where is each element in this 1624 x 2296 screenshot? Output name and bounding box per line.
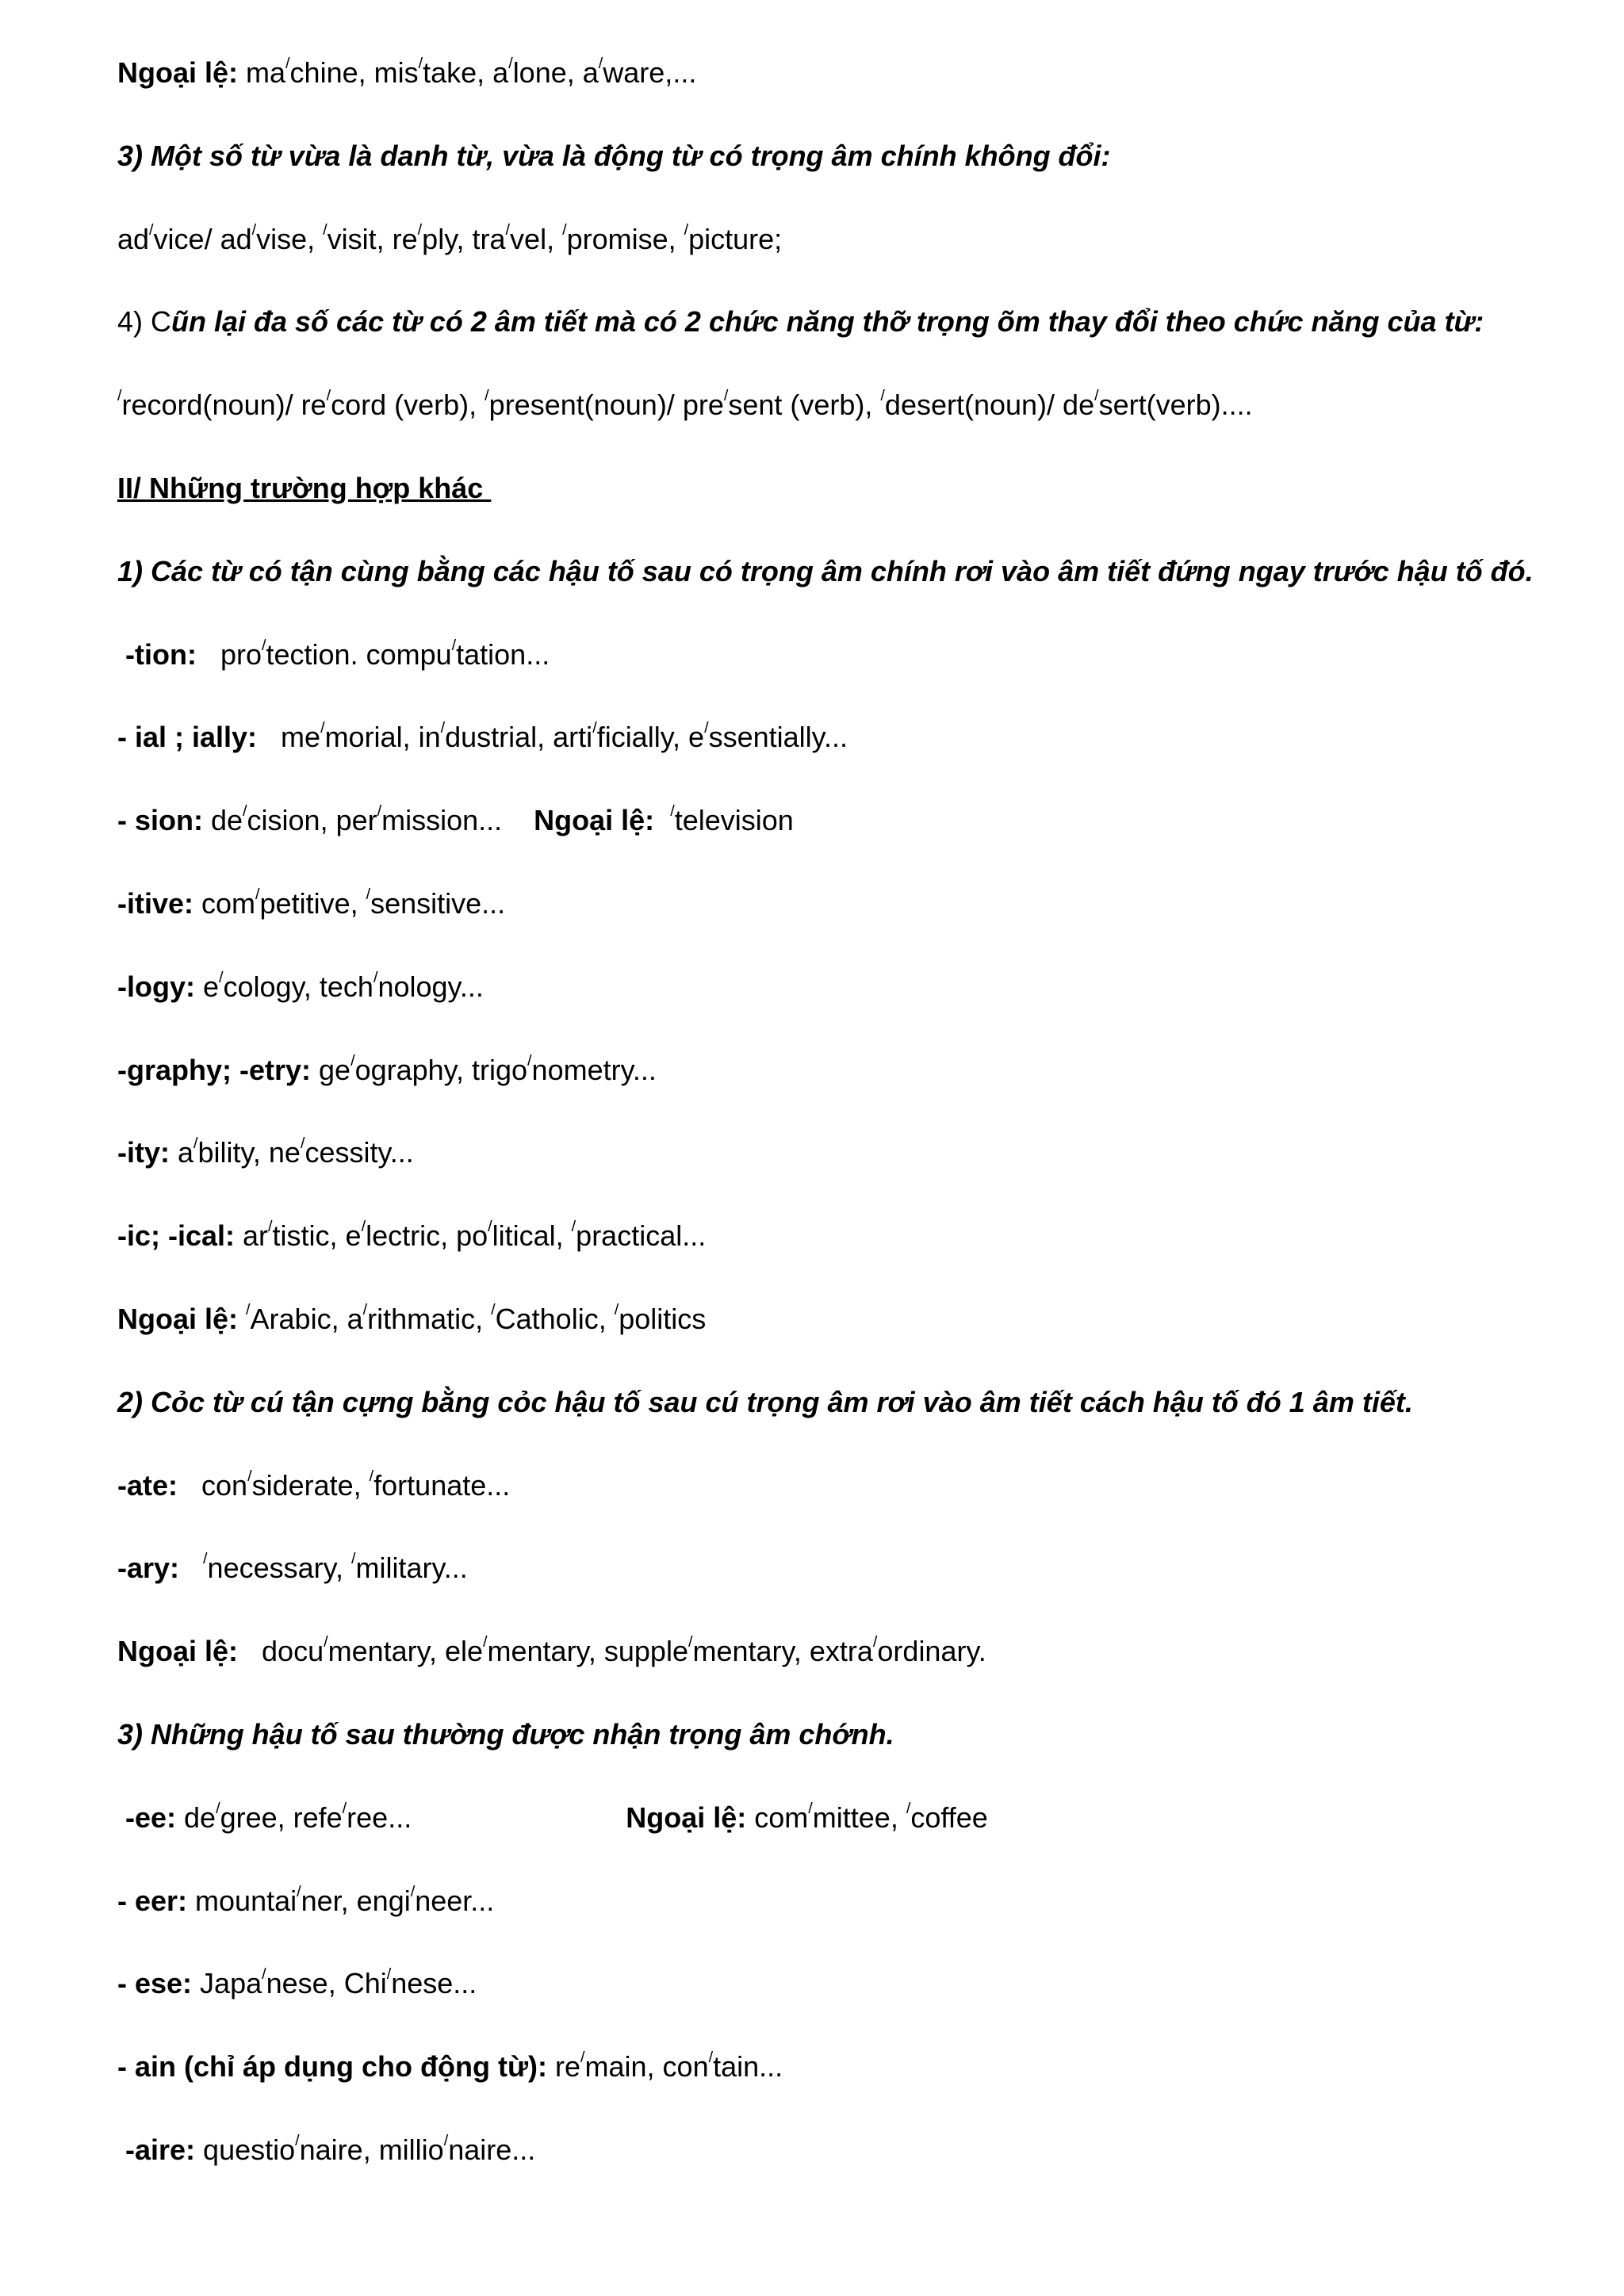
text-run: lectric, po (366, 1219, 488, 1252)
stress-mark: / (246, 1301, 251, 1319)
text-run: con (178, 1469, 248, 1502)
stress-mark: / (872, 1633, 878, 1651)
text-run: Arabic, a (250, 1303, 363, 1335)
stress-mark: / (386, 1965, 392, 1984)
stress-mark: / (361, 1218, 366, 1236)
text-run: ply, tra (422, 223, 506, 255)
text-run: questio (195, 2133, 296, 2166)
stress-mark: / (268, 1218, 273, 1236)
bold-label: -ary: (117, 1552, 180, 1584)
text-run (179, 1552, 203, 1584)
stress-mark: / (670, 802, 675, 821)
stress-mark: / (527, 1052, 532, 1070)
bold-label: Ngoại lệ: (626, 1801, 747, 1834)
text-run: ge (311, 1054, 351, 1086)
part-heading: II/ Những trường hợp khác (117, 472, 492, 504)
text-run: com (746, 1801, 809, 1834)
text-run: ma (246, 56, 286, 89)
stress-mark: / (255, 886, 260, 904)
stress-mark: / (243, 802, 247, 821)
stress-mark: / (592, 719, 597, 737)
text-run: bility, ne (197, 1136, 301, 1169)
text-line (117, 2133, 535, 2168)
text-run: cology, tech (223, 970, 373, 1003)
stress-mark: / (262, 637, 266, 655)
stress-mark: / (704, 719, 709, 737)
text-line (117, 1717, 894, 1752)
stress-mark: / (300, 1135, 305, 1153)
text-run: nology... (377, 970, 484, 1003)
text-line (117, 1551, 468, 1586)
stress-mark: / (350, 1550, 356, 1568)
text-run: petitive, (259, 887, 366, 920)
text-run: mittee, (812, 1801, 906, 1834)
bold-label: - sion: (117, 804, 203, 836)
text-run: cord (verb), (331, 388, 485, 421)
text-run: chine, mis (289, 56, 419, 89)
text-line (117, 1135, 414, 1170)
text-run: de (176, 1801, 216, 1834)
text-run: ner, engi (301, 1885, 411, 1917)
text-run: desert(noun)/ de (884, 388, 1095, 421)
bold-label: - ese: (117, 1967, 193, 1999)
text-run: politics (619, 1303, 707, 1335)
text-run: e (194, 970, 220, 1003)
stress-mark: / (571, 1218, 576, 1236)
section-heading: 2) Cỏc từ cú tận cựng bằng cỏc hậu tố sau cú trọng âm rơi vào âm tiết cách hậu tố đó 1 âm tiết. (117, 1386, 1413, 1418)
text-run: docu (238, 1635, 324, 1667)
stress-mark: / (117, 387, 122, 405)
stress-mark: / (580, 2049, 585, 2067)
text-run: coffee (910, 1801, 988, 1834)
stress-mark: / (1094, 387, 1099, 405)
text-line (117, 1634, 986, 1669)
bold-label: -itive: (117, 887, 194, 920)
text-run: naire, millio (299, 2133, 444, 2166)
text-run: promise, (566, 223, 684, 255)
stress-mark: / (562, 221, 567, 239)
stress-mark: / (326, 387, 331, 405)
text-run: ography, trigo (354, 1054, 528, 1086)
bold-label: Ngoại lệ: (117, 56, 247, 89)
text-run: mountai (187, 1885, 297, 1917)
stress-mark: / (505, 221, 511, 239)
text-run: litical, (492, 1219, 572, 1252)
stress-mark: / (440, 719, 446, 737)
text-run: sensitive... (370, 887, 506, 920)
stress-mark: / (285, 55, 290, 73)
text-line (117, 304, 1484, 339)
stress-mark: / (203, 1550, 208, 1568)
text-run: sent (verb), (728, 388, 881, 421)
text-run: military... (355, 1552, 468, 1584)
stress-mark: / (688, 1633, 693, 1651)
text-run: mentary, supple (487, 1635, 688, 1667)
stress-mark: / (880, 387, 885, 405)
bold-label: -ity: (117, 1136, 170, 1169)
text-line (117, 2049, 783, 2084)
text-run: nometry... (531, 1054, 657, 1086)
text-run: nese, Chi (266, 1967, 387, 1999)
text-run: ficially, e (596, 721, 705, 753)
text-run: naire... (448, 2133, 536, 2166)
stress-mark: / (216, 1800, 220, 1818)
text-run: present(noun)/ pre (488, 388, 724, 421)
text-line (117, 471, 491, 506)
bold-label: -ate: (117, 1469, 178, 1502)
text-run: fortunate... (373, 1469, 511, 1502)
text-line (117, 388, 1253, 423)
stress-mark: / (342, 1800, 347, 1818)
text-run: picture; (688, 223, 783, 255)
bold-label: -aire: (117, 2133, 196, 2166)
text-run: me (257, 721, 321, 753)
stress-mark: / (295, 2132, 300, 2150)
stress-mark: / (377, 802, 382, 821)
bold-label: -ee: (117, 1801, 177, 1834)
text-run: ad (117, 223, 150, 255)
text-line (117, 970, 484, 1004)
stress-mark: / (451, 637, 457, 655)
stress-mark: / (251, 221, 257, 239)
text-line (117, 1468, 510, 1503)
stress-mark: / (488, 1218, 492, 1236)
text-line (117, 1385, 1413, 1420)
text-run: vice/ ad (153, 223, 252, 255)
text-run: cision, per (247, 804, 377, 836)
text-run: Japa (192, 1967, 262, 1999)
text-run: take, a (423, 56, 509, 89)
bold-label: Ngoại lệ: (117, 1635, 239, 1667)
text-run: neer... (415, 1885, 495, 1917)
text-run: pro (196, 638, 262, 671)
text-run: ree... (347, 1801, 626, 1834)
text-run (238, 1303, 246, 1335)
text-run: morial, in (324, 721, 441, 753)
text-line (117, 1219, 706, 1253)
bold-label: -ic; -ical: (117, 1219, 236, 1252)
text-run: a (170, 1136, 194, 1169)
text-run: ar (235, 1219, 269, 1252)
text-line (117, 637, 550, 672)
stress-mark: / (323, 221, 327, 239)
text-run: record(noun)/ re (121, 388, 327, 421)
text-run: sert(verb).... (1098, 388, 1253, 421)
text-run: mission... (381, 804, 534, 836)
bold-label: - ial ; ially: (117, 721, 258, 753)
stress-mark: / (598, 55, 603, 73)
text-run: dustrial, arti (445, 721, 593, 753)
text-run: gree, refe (220, 1801, 343, 1834)
stress-mark: / (297, 1883, 301, 1901)
text-run: tation... (456, 638, 550, 671)
stress-mark: / (320, 719, 325, 737)
stress-mark: / (324, 1633, 328, 1651)
text-line (117, 1053, 657, 1088)
section-heading: ũn lại đa số các từ có 2 âm tiết mà có 2 chức năng thỡ trọng õm thay đổi theo chức năng của từ: (171, 305, 1484, 338)
section-heading: 3) Một số từ vừa là danh từ, vừa là động từ có trọng âm chính không đổi: (117, 140, 1111, 172)
bold-label: Ngoại lệ: (534, 804, 655, 836)
stress-mark: / (410, 1883, 416, 1901)
stress-mark: / (723, 387, 729, 405)
text-run: tection. compu (266, 638, 452, 671)
text-line (117, 554, 1534, 589)
text-run: rithmatic, (367, 1303, 492, 1335)
section-heading: 1) Các từ có tận cùng bằng các hậu tố sau có trọng âm chính rơi vào âm tiết đứng ngay trước hậu tố đó. (117, 555, 1534, 587)
stress-mark: / (485, 387, 489, 405)
text-run: ordinary. (877, 1635, 986, 1667)
text-run: ware,... (603, 56, 697, 89)
stress-mark: / (262, 1965, 266, 1984)
section-heading: 3) Những hậu tố sau thường được nhận trọng âm chớnh. (117, 1718, 894, 1751)
stress-mark: / (483, 1633, 488, 1651)
text-run: tistic, e (272, 1219, 362, 1252)
text-run: cessity... (304, 1136, 414, 1169)
stress-mark: / (219, 969, 224, 987)
stress-mark: / (614, 1301, 619, 1319)
text-run: mentary, extra (692, 1635, 873, 1667)
bold-label: -graphy; -etry: (117, 1054, 312, 1086)
bold-label: -tion: (117, 638, 197, 671)
stress-mark: / (508, 55, 513, 73)
text-run: ssentially... (708, 721, 848, 753)
stress-mark: / (193, 1135, 198, 1153)
text-line (117, 55, 696, 90)
text-line (117, 1302, 706, 1337)
stress-mark: / (684, 221, 689, 239)
text-line (117, 720, 848, 755)
stress-mark: / (808, 1800, 813, 1818)
text-run (654, 804, 670, 836)
stress-mark: / (491, 1301, 496, 1319)
stress-mark: / (366, 886, 371, 904)
text-line (117, 1966, 477, 2001)
text-run: visit, re (327, 223, 418, 255)
text-line (117, 1800, 988, 1835)
stress-mark: / (418, 55, 423, 73)
stress-mark: / (247, 1468, 252, 1486)
text-run: necessary, (207, 1552, 351, 1584)
bold-label: -logy: (117, 970, 195, 1003)
bold-label: - eer: (117, 1885, 188, 1917)
text-run: Catholic, (495, 1303, 615, 1335)
stress-mark: / (906, 1800, 911, 1818)
text-run: com (193, 887, 256, 920)
text-line (117, 803, 794, 838)
text-run: re (547, 2050, 581, 2083)
stress-mark: / (443, 2132, 449, 2150)
text-run: television (674, 804, 794, 836)
stress-mark: / (373, 969, 378, 987)
text-line (117, 886, 505, 921)
bold-label: Ngoại lệ: (117, 1303, 239, 1335)
stress-mark: / (417, 221, 423, 239)
bold-label: - ain (chỉ áp dụng cho động từ): (117, 2050, 547, 2083)
text-run: vel, (510, 223, 563, 255)
text-line (117, 222, 782, 257)
text-line (117, 139, 1111, 174)
text-run: siderate, (251, 1469, 370, 1502)
text-run: main, con (584, 2050, 709, 2083)
text-run: vise, (256, 223, 324, 255)
text-line (117, 1884, 494, 1919)
text-run: lone, a (512, 56, 599, 89)
text-run: 4) C (117, 305, 172, 338)
text-run: mentary, ele (327, 1635, 484, 1667)
text-run: tain... (713, 2050, 783, 2083)
stress-mark: / (149, 221, 154, 239)
text-run: nese... (391, 1967, 477, 1999)
stress-mark: / (708, 2049, 714, 2067)
stress-mark: / (362, 1301, 368, 1319)
text-run: de (202, 804, 243, 836)
text-run: practical... (576, 1219, 707, 1252)
stress-mark: / (350, 1052, 355, 1070)
stress-mark: / (369, 1468, 374, 1486)
